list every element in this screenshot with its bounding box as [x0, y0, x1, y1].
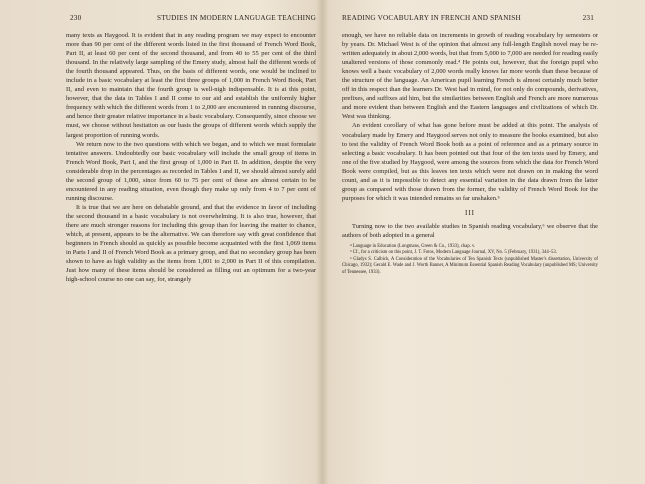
- right-section-paragraph: Turning now to the two available studies in Spanish reading vocabulary,⁶ we observe that the authors of both adopted in a general: [342, 222, 598, 239]
- right-running-head: [342, 14, 598, 22]
- right-paragraph-1: enough, we have no reliable data on increments in growth of reading vocabulary by semesters or by years. Dr. Michael West is of the opinion that almost any full-length English novel may be re-written adequately in about 2,000 words, but that from 5,000 to 7,000 are needed for reading easily unaltered versions of those commonly read.⁴ He points out, however, that the foreign pupil who knows well a basic vocabulary of 2,000 words really knows far more words than these because of the structure of the language. An American pupil learning French is almost certainly much better off in this respect than the learners Dr. West had in mind, for not only do compounds, derivatives, prefixes, and suffixes aid him, but the similarities between English and French are more numerous and more evident than between English and the Eastern languages and civilizations of which Dr. West was thinking.: [342, 32, 598, 121]
- left-paragraph-3: It is true that we are here on debatable ground, and that the evidence in favor of including the second thousand in a basic vocabulary is not overwhelming. It is also true, however, that there are much stronger reasons for including this group than for leaving the matter to chance, which, at present, appears to be the alternative. We can therefore say with great confidence that beginners in French should as quickly as possible become acquainted with the first 1,069 items in Parts I and II of French Word Book as a primary group, and that no secondary group has been shown to have as high validity as the items from 1,001 to 2,000 in Part II of this compilation. Just how many of these items should be considered as filling out an optimum for a two-year high-school course no one can say, for, strangely: [66, 203, 316, 284]
- left-page-number: 230: [70, 14, 82, 22]
- right-running-head-title: READING VOCABULARY IN FRENCH AND SPANISH: [342, 14, 521, 22]
- footnote-4: ⁴ Language in Education (Longmans, Green & Co., 1933), chap. v.: [350, 243, 476, 249]
- footnotes: [342, 244, 598, 277]
- left-running-head: [66, 14, 316, 22]
- footnote-6: ⁶ Gladys S. Calbick, A Consideration of the Vocabularies of Ten Spanish Texts (unpublished Master's dissertation, University of Chicago, 1932); Gerald E. Wade and J. Worth Banner, A Minimum Essential Spanish Reading Vocabulary (unpublished MS; University of Tennessee, 1933).: [342, 256, 598, 275]
- right-paragraph-2: An evident corollary of what has gone before must be added at this point. The analysis of vocabulary made by Emery and Haygood serves not only to measure the books examined, but also to test the validity of French Word Book both as a point of reference and as a primary source in selecting a basic vocabulary. It has been pointed out that four of the ten texts used by Emery, and one of the five studied by Haygood, were among the sources from which the data for French Word Book were compiled, but as this leaves ten texts which were not drawn on in making the word count, and as it is impossible to detect any essential variation in the data drawn from the latter group as compared with those drawn from the former, the validity of French Word Book for the purposes for which it was intended remains so far unshaken.⁵: [342, 122, 598, 202]
- left-paragraph-2: We return now to the two questions with which we began, and to which we must formulate tentative answers. Undoubtedly our basic vocabulary will include the small group of items in French Word Book, Part I, and the first group of 1,000 in Part II. In addition, despite the very considerable drop in the percentages as recorded in Tables I and II, we should almost surely add the second group of 1,000, since from 60 to 75 per cent of these are almost certain to be encountered in any reading situation, even though they make up only from 4 to 7 per cent of running discourse.: [66, 140, 316, 202]
- left-running-head-title: STUDIES IN MODERN LANGUAGE TEACHING: [157, 14, 316, 22]
- section-number: III: [465, 208, 475, 217]
- left-paragraph-1: many texts as Haygood. It is evident that in any reading program we may expect to encounter more than 90 per cent of the different words listed in the first thousand of French Word Book, Part II, at least 60 per cent of the second thousand, and from 40 to 55 per cent of the third thousand. In the relatively large sampling of the Emery study, almost half the different words of the fourth thousand appeared. Thus, on the basis of different words, one would be inclined to include in a basic vocabulary at least the first three groups of 1,000 in French Word Book, Part II, and even to maintain that the fourth group is well-nigh indispensable. It is at this point, however, that the data in Tables I and II come to our aid and establish the uniformly higher frequency with which the different words from 1 to 2,000 are encountered in running discourse, and hence their greater relative importance in a basic vocabulary. Consequently, since choose we must, we choose without hesitation as our basis the groups of different words which supply the largest proportion of running words.: [66, 32, 316, 139]
- right-page: [342, 14, 598, 476]
- footnote-5: ⁵ Cf., for a criticism on this point, J. T. Fotos, Modern Language Journal, XV, No. 5 (February, 1931), 344–53.: [350, 250, 557, 256]
- left-page: [66, 14, 316, 476]
- right-page-number: 231: [582, 14, 594, 22]
